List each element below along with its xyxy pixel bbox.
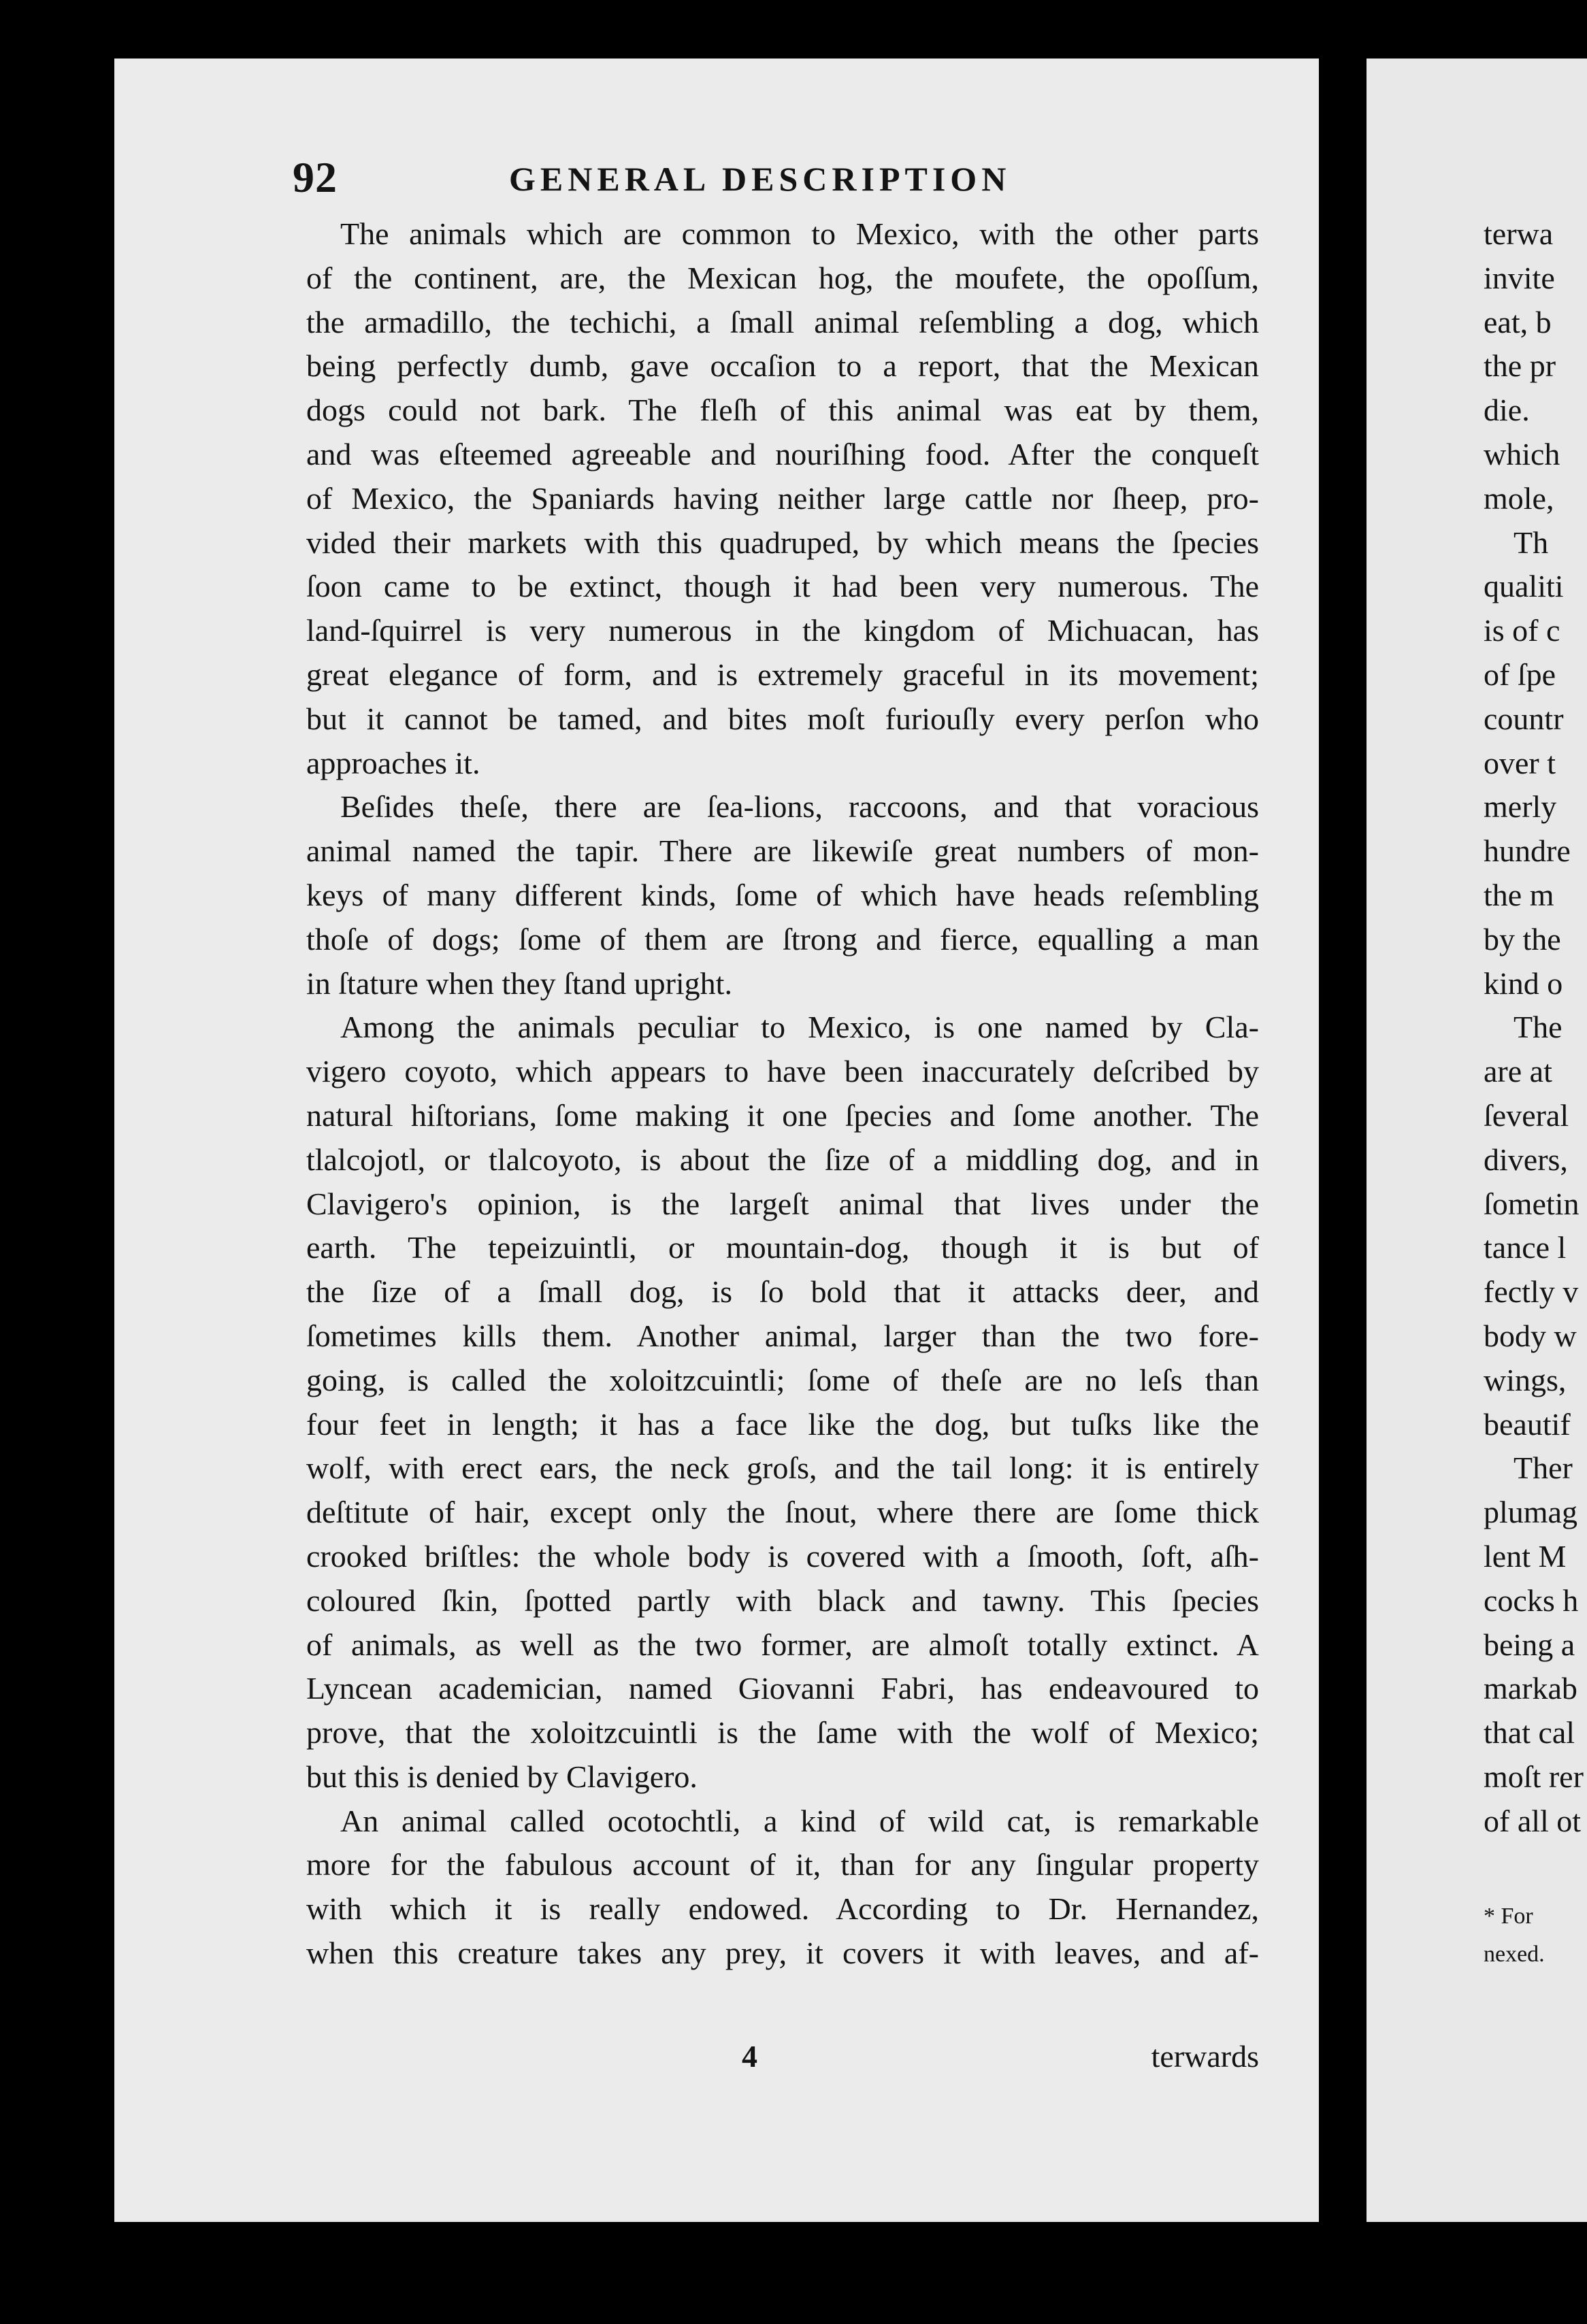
text-line: crooked briſtles: the whole body is covered with a ſmooth, ſoft, aſh- <box>306 1538 1259 1574</box>
text-line: qualiti <box>1484 569 1564 604</box>
text-line: thoſe of dogs; ſome of them are ſtrong and fierce, equalling a man <box>306 921 1259 957</box>
text-line: over t <box>1484 745 1556 780</box>
text-line: ſometin <box>1484 1186 1580 1221</box>
text-line: four feet in length; it has a face like the dog, but tuſks like the <box>306 1406 1259 1442</box>
text-line: The <box>1514 1010 1563 1045</box>
page-number: 92 <box>293 153 338 201</box>
text-line: eat, b <box>1484 304 1552 339</box>
text-line: of the continent, are, the Mexican hog, the moufete, the opoſſum, <box>306 260 1259 295</box>
text-line: with which it is really endowed. According to Dr. Hernandez, <box>306 1891 1259 1927</box>
text-line: cocks h <box>1484 1582 1579 1618</box>
text-line: vigero coyoto, which appears to have been inaccurately deſcribed by <box>306 1054 1259 1089</box>
text-line: coloured ſkin, ſpotted partly with black and tawny. This ſpecies <box>306 1582 1259 1618</box>
text-line: the ſize of a ſmall dog, is ſo bold that it attacks deer, and <box>306 1274 1259 1310</box>
text-line: beautif <box>1484 1406 1571 1442</box>
text-line: but it cannot be tamed, and bites moſt furiouſly every perſon who <box>306 701 1259 736</box>
text-line: approaches it. <box>306 745 480 780</box>
text-line: by the <box>1484 921 1561 957</box>
text-line: Among the animals peculiar to Mexico, is one named by Cla- <box>340 1010 1259 1045</box>
text-line: more for the fabulous account of it, than for any ſingular property <box>306 1847 1259 1882</box>
text-line: prove, that the xoloitzcuintli is the ſame with the wolf of Mexico; <box>306 1715 1259 1750</box>
text-line: of ſpe <box>1484 657 1556 692</box>
text-line: animal named the tapir. There are likewiſe great numbers of mon- <box>306 833 1259 869</box>
text-line: wings, <box>1484 1362 1567 1397</box>
text-line: countr <box>1484 701 1564 736</box>
page-header <box>293 152 1319 207</box>
page-footer <box>306 2038 1259 2086</box>
text-line: terwa <box>1484 216 1554 251</box>
text-line: mole, <box>1484 480 1554 516</box>
text-line: body w <box>1484 1318 1577 1353</box>
text-line: of animals, as well as the two former, are almoſt totally extinct. A <box>306 1627 1259 1662</box>
text-line: great elegance of form, and is extremely graceful in its movement; <box>306 657 1259 692</box>
text-line: the m <box>1484 877 1554 912</box>
text-line: are at <box>1484 1054 1552 1089</box>
text-line: dogs could not bark. The fleſh of this animal was eat by them, <box>306 393 1259 428</box>
text-line: plumag <box>1484 1495 1577 1530</box>
text-line: tance l <box>1484 1230 1567 1265</box>
text-line: going, is called the xoloitzcuintli; ſome of theſe are no leſs than <box>306 1362 1259 1397</box>
text-line: deſtitute of hair, except only the ſnout, where there are ſome thick <box>306 1495 1259 1530</box>
text-line: is of c <box>1484 613 1560 648</box>
text-line: land-ſquirrel is very numerous in the kingdom of Michuacan, has <box>306 613 1259 648</box>
text-line: An animal called ocotochtli, a kind of wild cat, is remarkable <box>340 1803 1259 1838</box>
text-line: natural hiſtorians, ſome making it one ſpecies and ſome another. The <box>306 1097 1259 1133</box>
text-line: and was eſteemed agreeable and nouriſhing food. After the conqueſt <box>306 436 1259 471</box>
footnote: nexed. <box>1484 1942 1545 1967</box>
text-line: kind o <box>1484 965 1563 1001</box>
text-line: ſoon came to be extinct, though it had been very numerous. The <box>306 569 1259 604</box>
text-line: Clavigero's opinion, is the largeſt animal that lives under the <box>306 1186 1259 1221</box>
text-line: being perfectly dumb, gave occaſion to a report, that the Mexican <box>306 348 1259 384</box>
right-page <box>1367 59 1587 2222</box>
text-line: the pr <box>1484 348 1556 384</box>
text-line: The animals which are common to Mexico, with the other parts <box>340 216 1259 251</box>
text-line: but this is denied by Clavigero. <box>306 1759 698 1794</box>
text-line: Beſides theſe, there are ſea-lions, raccoons, and that voracious <box>340 789 1259 825</box>
body-text <box>306 212 1259 1976</box>
text-line: lent M <box>1484 1538 1567 1574</box>
footnote: * For <box>1484 1904 1533 1929</box>
text-line: moſt rer <box>1484 1759 1584 1794</box>
book-gutter <box>1319 0 1367 2324</box>
text-line: the armadillo, the techichi, a ſmall animal reſembling a dog, which <box>306 304 1259 339</box>
text-line: die. <box>1484 393 1530 428</box>
right-page-text <box>1484 212 1587 1843</box>
text-line: in ſtature when they ſtand upright. <box>306 965 732 1001</box>
text-line: wolf, with erect ears, the neck groſs, and the tail long: it is entirely <box>306 1450 1259 1486</box>
text-line: vided their markets with this quadruped, by which means the ſpecies <box>306 525 1259 560</box>
text-line: invite <box>1484 260 1555 295</box>
text-line: that cal <box>1484 1715 1575 1750</box>
text-line: being a <box>1484 1627 1575 1662</box>
text-line: tlalcojotl, or tlalcoyoto, is about the ſize of a middling dog, and in <box>306 1142 1259 1177</box>
text-line: Ther <box>1514 1450 1573 1486</box>
text-line: Lyncean academician, named Giovanni Fabri, has endeavoured to <box>306 1671 1259 1706</box>
text-line: merly <box>1484 789 1557 825</box>
signature-mark: 4 <box>742 2039 757 2074</box>
text-line: of Mexico, the Spaniards having neither large cattle nor ſheep, pro- <box>306 480 1259 516</box>
text-line: hundre <box>1484 833 1571 869</box>
running-head: GENERAL DESCRIPTION <box>509 160 1011 198</box>
text-line: keys of many different kinds, ſome of which have heads reſembling <box>306 877 1259 912</box>
text-line: ſeveral <box>1484 1097 1569 1133</box>
text-line: Th <box>1514 525 1549 560</box>
text-line: markab <box>1484 1671 1577 1706</box>
text-line: fectly v <box>1484 1274 1579 1310</box>
text-line: when this creature takes any prey, it covers it with leaves, and af- <box>306 1936 1259 1971</box>
text-line: which <box>1484 436 1560 471</box>
text-line: earth. The tepeizuintli, or mountain-dog, though it is but of <box>306 1230 1259 1265</box>
text-line: of all ot <box>1484 1803 1582 1838</box>
catchword: terwards <box>1151 2039 1259 2074</box>
text-line: divers, <box>1484 1142 1568 1177</box>
left-page <box>114 59 1319 2222</box>
text-line: ſometimes kills them. Another animal, larger than the two fore- <box>306 1318 1259 1353</box>
